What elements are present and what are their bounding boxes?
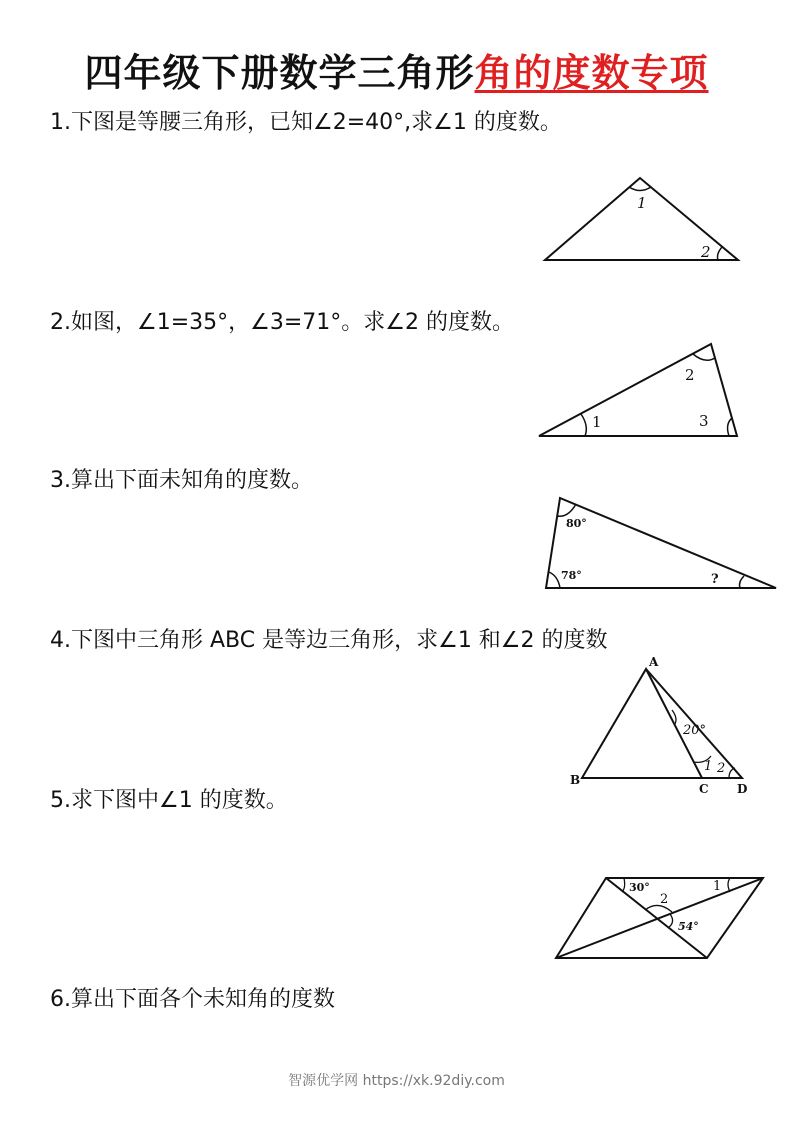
figure-triangle-unknown-angle	[540, 494, 780, 594]
question-5: 5.求下图中∠1 的度数。	[50, 788, 288, 813]
q4-angle-20-label: 20°	[683, 723, 707, 738]
vertex-d-label: D	[737, 782, 748, 796]
q2-angle-3-label: 3	[699, 412, 709, 430]
question-1: 1.下图是等腰三角形，已知∠2=40°,求∠1 的度数。	[50, 110, 562, 135]
vertex-b-label: B	[570, 773, 581, 787]
question-2: 2.如图，∠1=35°，∠3=71°。求∠2 的度数。	[50, 310, 514, 335]
q3-unknown-angle-label: ?	[711, 572, 719, 587]
q5-angle-2-label: 2	[660, 892, 669, 907]
vertex-c-label: C	[699, 782, 709, 796]
title-main: 四年级下册数学三角形	[84, 51, 475, 95]
question-4: 4.下图中三角形 ABC 是等边三角形，求∠1 和∠2 的度数	[50, 628, 608, 653]
q1-angle-1-label: 1	[637, 194, 647, 212]
q3-angle-78-label: 78°	[561, 569, 582, 582]
figure-parallelogram-diagonals	[550, 870, 770, 965]
q3-angle-80-label: 80°	[566, 517, 587, 530]
footer-watermark: 智源优学网 https://xk.92diy.com	[288, 1073, 505, 1089]
q5-angle-54-label: 54°	[678, 920, 699, 933]
q5-angle-30-label: 30°	[629, 881, 650, 894]
q4-angle-2-label: 2	[717, 761, 726, 776]
vertex-a-label: A	[649, 655, 659, 669]
title-highlight: 角的度数专项	[474, 51, 709, 95]
figure-isosceles-triangle	[540, 172, 745, 267]
page-title	[0, 48, 793, 98]
q1-angle-2-label: 2	[701, 243, 711, 261]
question-3: 3.算出下面未知角的度数。	[50, 468, 313, 493]
q4-angle-1-label: 1	[704, 759, 713, 774]
figure-equilateral-triangle-abc	[565, 652, 765, 797]
question-6: 6.算出下面各个未知角的度数	[50, 987, 335, 1012]
q2-angle-2-label: 2	[685, 366, 695, 384]
q2-angle-1-label: 1	[592, 413, 602, 431]
figure-triangle-three-angles	[535, 340, 745, 440]
q5-angle-1-label: 1	[713, 879, 722, 894]
